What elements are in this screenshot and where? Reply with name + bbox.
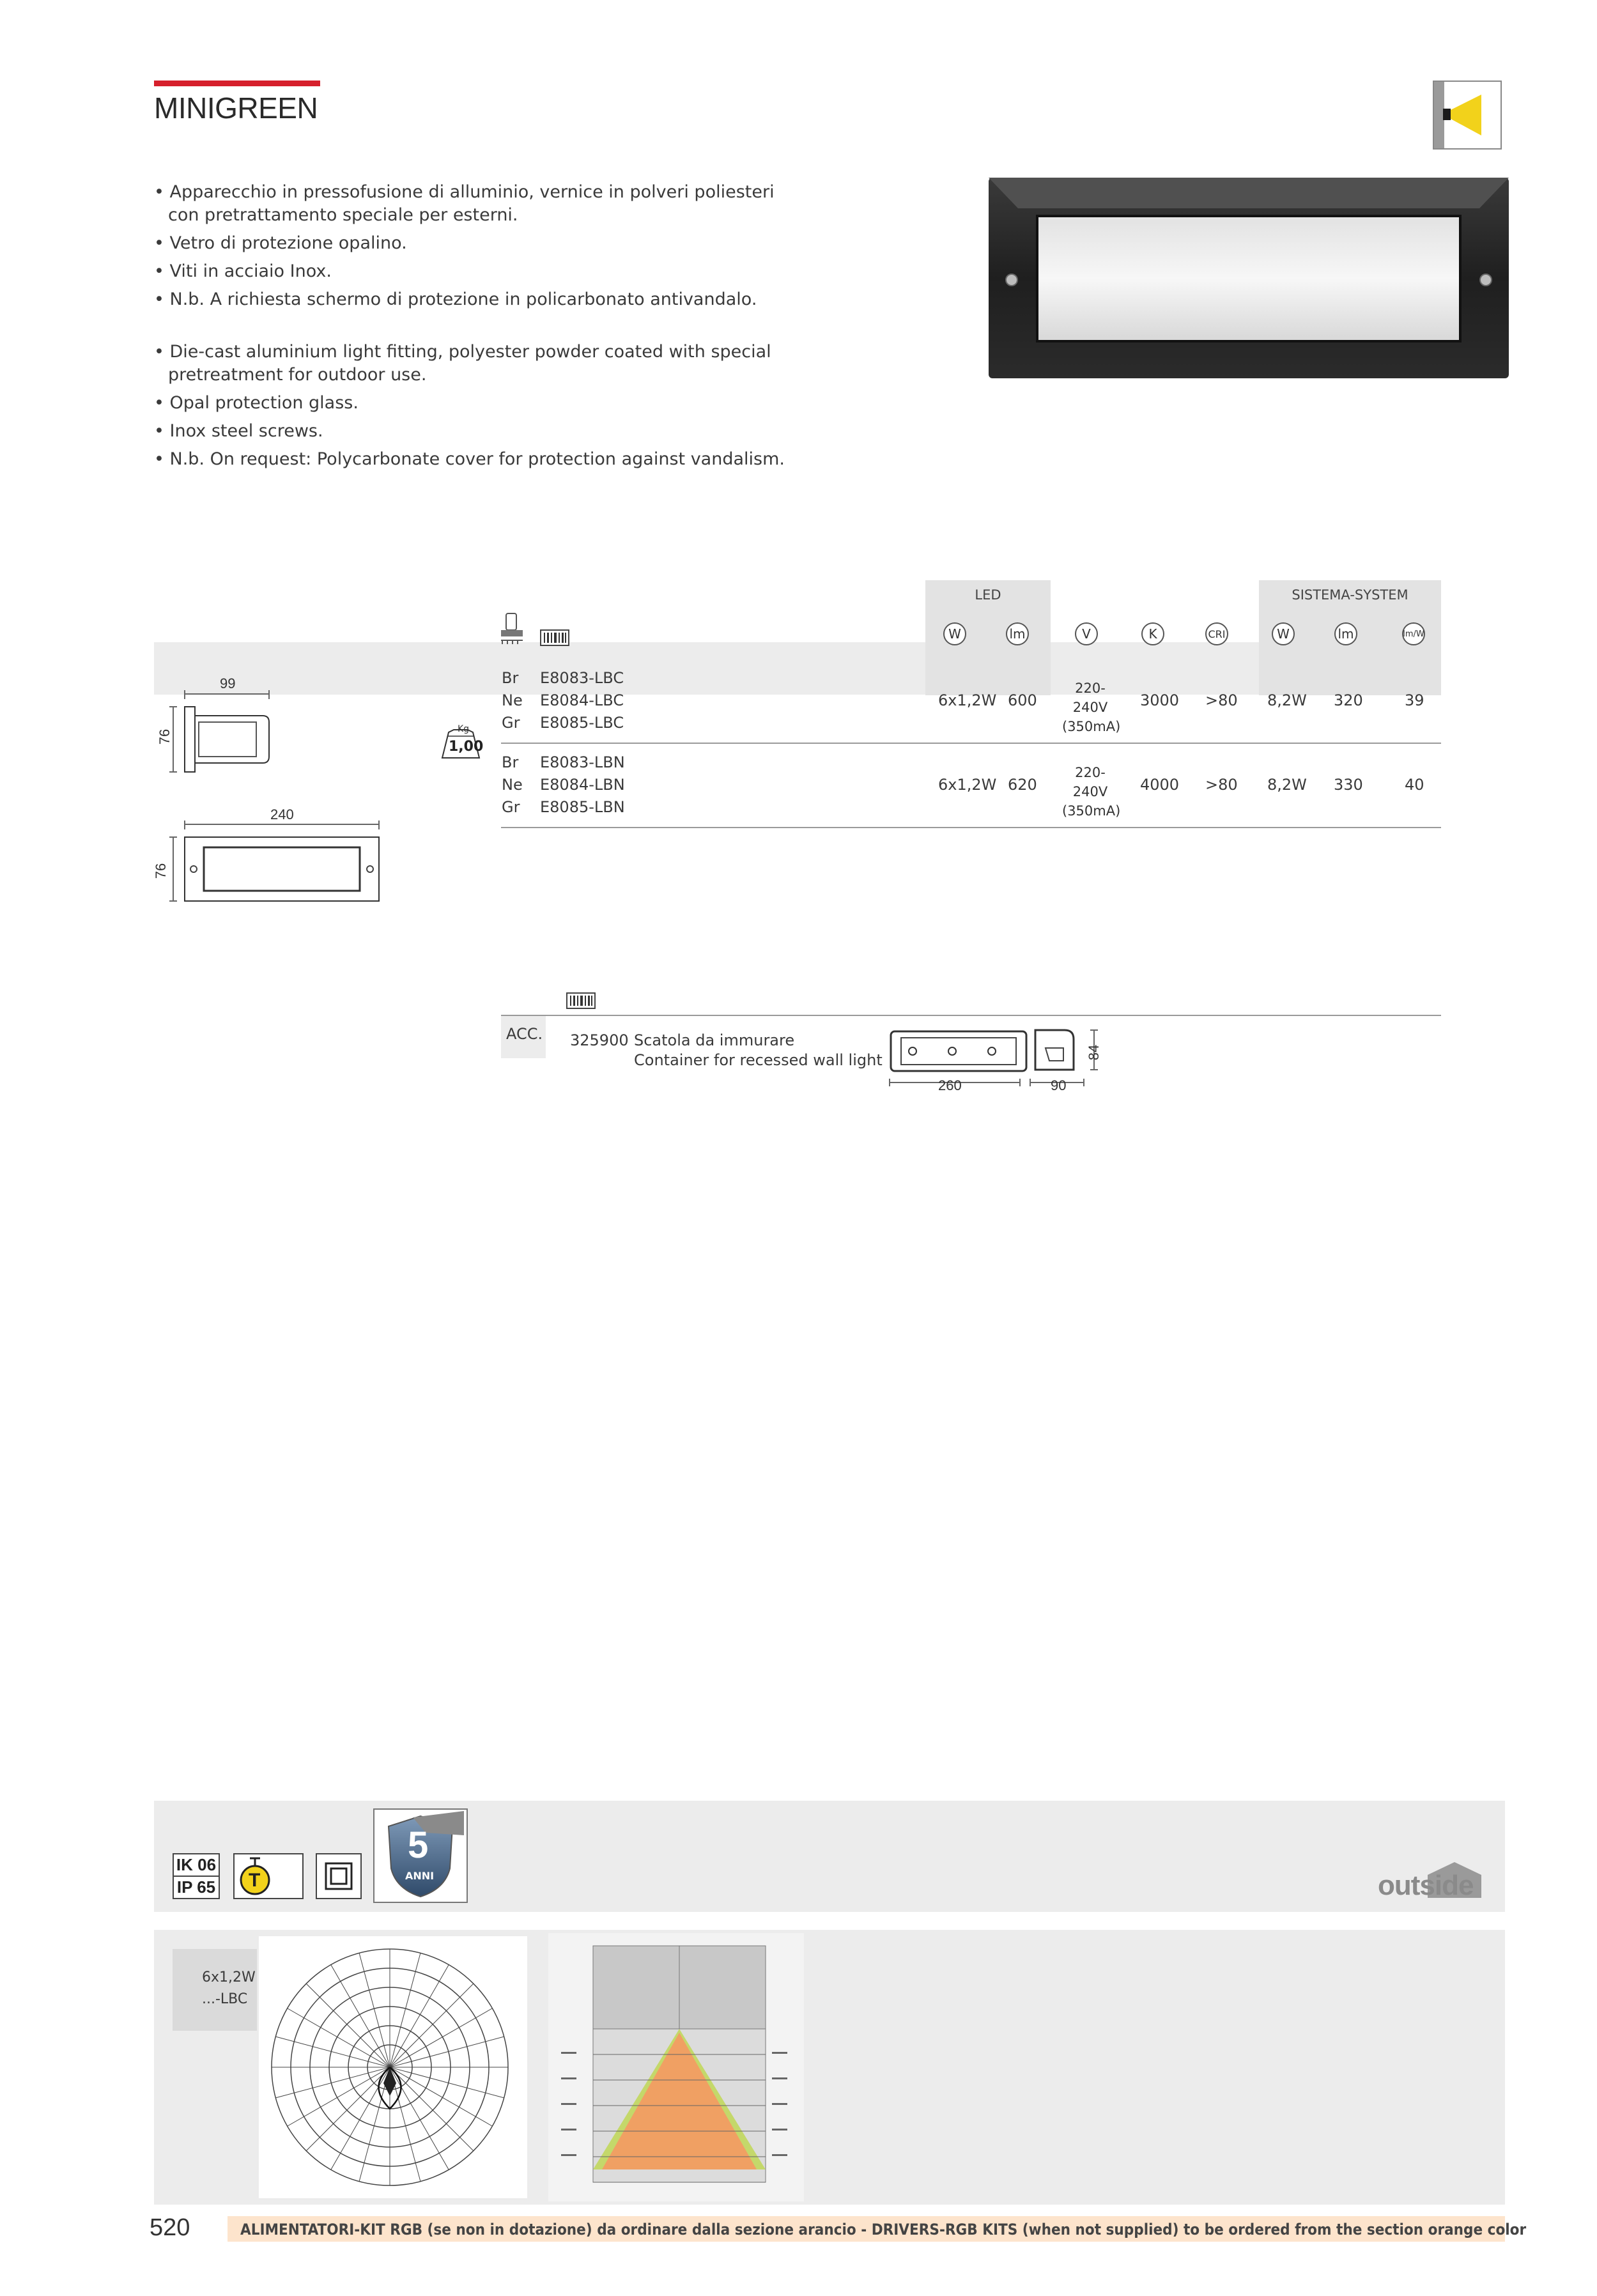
desc-en-item: • Inox steel screws. xyxy=(154,421,323,441)
voltage-value: 220-240V xyxy=(1072,681,1108,715)
row1-article-list xyxy=(540,667,624,734)
accessory-barcode-icon xyxy=(566,992,596,1012)
row1-voltage xyxy=(1062,679,1121,736)
side-width-dim: 99 xyxy=(220,675,236,691)
accessory-height-dim: 84 xyxy=(1086,1044,1102,1061)
row2-led-lumen: 620 xyxy=(1008,776,1037,794)
led-group-label: LED xyxy=(975,587,1001,603)
accessory-divider xyxy=(501,1015,1441,1016)
row2-system-lumen: 330 xyxy=(1334,776,1363,794)
finish-code: Ne xyxy=(502,776,523,794)
row1-cri: >80 xyxy=(1205,691,1238,709)
front-width-dim: 240 xyxy=(270,806,294,822)
finish-code: Br xyxy=(502,753,519,771)
description-en xyxy=(154,341,793,476)
barcode-icon xyxy=(540,629,569,649)
accessory-name-it: Scatola da immurare xyxy=(634,1031,795,1049)
product-photo xyxy=(987,176,1510,380)
ik-ip-rating xyxy=(173,1853,220,1899)
front-view-drawing xyxy=(154,812,390,916)
current-value: (350mA) xyxy=(1062,803,1121,819)
row2-led-watt: 6x1,2W xyxy=(938,776,997,794)
row2-finish-list xyxy=(502,751,523,819)
row2-lumen-per-watt: 40 xyxy=(1405,776,1424,794)
row-divider xyxy=(501,743,1441,744)
row2-voltage xyxy=(1062,763,1121,821)
row2-article-list xyxy=(540,751,625,819)
accessory-label: ACC. xyxy=(506,1025,543,1043)
warranty-label: ANNI xyxy=(405,1870,435,1882)
finish-code: Gr xyxy=(502,714,520,732)
row1-led-lumen: 600 xyxy=(1008,691,1037,709)
kelvin-icon: K xyxy=(1141,622,1164,645)
lumen-icon: lm xyxy=(1006,622,1029,645)
desc-en-item: • N.b. On request: Polycarbonate cover for protection against vandalism. xyxy=(154,449,785,469)
installation-icon xyxy=(500,612,524,648)
wall-recessed-light-icon xyxy=(1433,81,1502,150)
article-code: E8085-LBN xyxy=(540,798,625,816)
current-value: (350mA) xyxy=(1062,719,1121,734)
row1-lumen-per-watt: 39 xyxy=(1405,691,1424,709)
watt-icon: W xyxy=(943,622,966,645)
front-height-dim: 76 xyxy=(153,863,169,879)
lumen-per-watt-icon: lm/W xyxy=(1402,622,1425,645)
row-divider xyxy=(501,827,1441,828)
photometry-code: ...-LBC xyxy=(202,1991,248,2007)
desc-text: Inox steel screws. xyxy=(169,421,323,441)
temperature-rating xyxy=(233,1853,304,1899)
desc-text: Apparecchio in pressofusione di alluminio, vernice in polveri poliesteri con pretrattamento speciale per esterni. xyxy=(168,182,775,225)
illuminance-cone-diagram xyxy=(548,1933,804,2204)
table-header-band xyxy=(154,642,1441,695)
desc-text: N.b. A richiesta schermo di protezione in policarbonato antivandalo. xyxy=(169,289,757,309)
finish-code: Br xyxy=(502,669,519,687)
system-watt-icon: W xyxy=(1272,622,1295,645)
polar-diagram xyxy=(259,1936,527,2201)
system-lumen-icon: lm xyxy=(1334,622,1357,645)
desc-it-item: • Viti in acciaio Inox. xyxy=(154,261,332,281)
desc-it-item: • N.b. A richiesta schermo di protezione in policarbonato antivandalo. xyxy=(154,289,757,309)
page-title: MINIGREEN xyxy=(154,91,318,125)
desc-text: Opal protection glass. xyxy=(169,393,359,413)
accessory-name-en: Container for recessed wall light xyxy=(634,1051,883,1069)
article-code: E8083-LBN xyxy=(540,753,625,771)
desc-it-item: • Apparecchio in pressofusione di alluminio, vernice in polveri poliesteri con pretrattamento speciale per esterni. xyxy=(154,182,775,225)
accessory-width-dim: 260 xyxy=(938,1077,962,1093)
voltage-value: 220-240V xyxy=(1072,765,1108,799)
row1-kelvin: 3000 xyxy=(1140,691,1180,709)
desc-text: Vetro di protezione opalino. xyxy=(169,233,407,253)
page-number: 520 xyxy=(150,2214,190,2241)
weight-value: 1,00 xyxy=(449,739,484,755)
desc-en-item: • Opal protection glass. xyxy=(154,393,359,413)
desc-text: N.b. On request: Polycarbonate cover for protection against vandalism. xyxy=(169,449,785,469)
volt-icon: V xyxy=(1075,622,1098,645)
desc-it-item: • Vetro di protezione opalino. xyxy=(154,233,407,253)
cri-icon: CRI xyxy=(1205,622,1228,645)
ip-rating: IP 65 xyxy=(174,1876,219,1898)
row2-cri: >80 xyxy=(1205,776,1238,794)
row1-system-watt: 8,2W xyxy=(1267,691,1307,709)
row1-led-watt: 6x1,2W xyxy=(938,691,997,709)
row1-system-lumen: 320 xyxy=(1334,691,1363,709)
finish-code: Ne xyxy=(502,691,523,709)
row2-system-watt: 8,2W xyxy=(1267,776,1307,794)
desc-text: Die-cast aluminium light fitting, polyester powder coated with special pretreatment for outdoor use. xyxy=(168,342,771,385)
row1-finish-list xyxy=(502,667,523,734)
article-code: E8085-LBC xyxy=(540,714,624,732)
desc-en-item: • Die-cast aluminium light fitting, polyester powder coated with special pretreatment for outdoor use. xyxy=(154,342,771,385)
article-code: E8083-LBC xyxy=(540,669,624,687)
warranty-years: 5 xyxy=(408,1824,429,1866)
title-accent-bar xyxy=(154,81,320,86)
photometry-power: 6x1,2W xyxy=(202,1969,256,1985)
finish-code: Gr xyxy=(502,798,520,816)
desc-text: Viti in acciaio Inox. xyxy=(169,261,332,281)
article-code: E8084-LBN xyxy=(540,776,625,794)
system-group-label: SISTEMA-SYSTEM xyxy=(1292,587,1408,603)
t-mark: T xyxy=(249,1870,261,1891)
accessory-depth-dim: 90 xyxy=(1051,1077,1067,1093)
weight-unit: Kg xyxy=(458,724,470,734)
brand-logo: outside xyxy=(1378,1870,1474,1901)
side-height-dim: 76 xyxy=(157,728,173,745)
photometry-label-box xyxy=(173,1949,257,2031)
accessory-code: 325900 xyxy=(570,1031,629,1049)
article-code: E8084-LBC xyxy=(540,691,624,709)
accessory-drawing xyxy=(882,1022,1112,1102)
ik-rating: IK 06 xyxy=(176,1855,217,1874)
warranty-badge xyxy=(373,1808,468,1903)
description-it xyxy=(154,181,793,316)
footer-note: ALIMENTATORI-KIT RGB (se non in dotazione) da ordinare dalla sezione arancio - DRIVERS-RGB KITS (when not supplied) to be ordered from the section orange color xyxy=(240,2221,1527,2238)
row2-kelvin: 4000 xyxy=(1140,776,1180,794)
class-ii-icon xyxy=(316,1853,362,1899)
